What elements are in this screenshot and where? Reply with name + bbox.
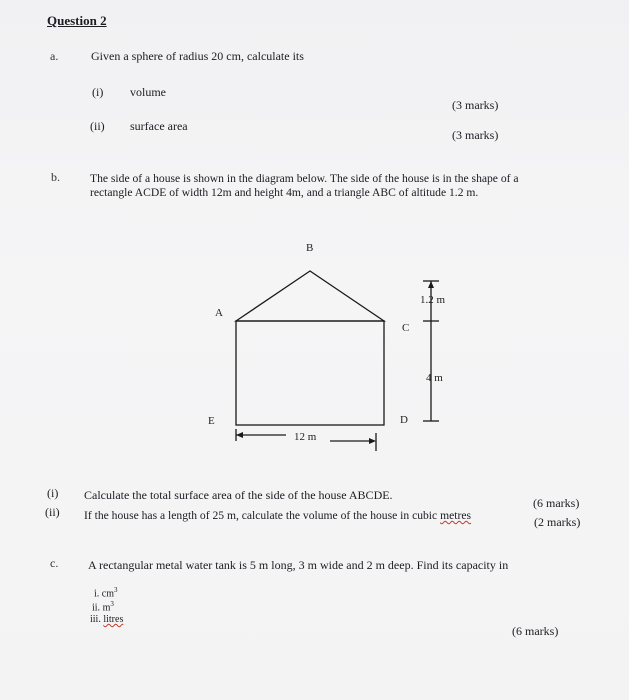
part-c-item-1-num: i. <box>94 588 100 600</box>
part-c-item-2 <box>92 600 114 613</box>
house-roof-triangle <box>236 271 384 321</box>
part-a-item-2-marks: (3 marks) <box>452 128 499 142</box>
part-a-item-1-text: volume <box>130 85 166 99</box>
part-c-item-2-sup: 3 <box>110 600 114 608</box>
part-c-item-3-unit: litres <box>103 614 124 625</box>
vertex-a-label: A <box>215 307 223 319</box>
part-b-q2-num: (ii) <box>45 505 60 519</box>
house-diagram <box>190 225 480 460</box>
part-b-q1-text: Calculate the total surface area of the side of the house ABCDE. <box>84 488 393 502</box>
part-b-label: b. <box>51 170 60 184</box>
house-rectangle <box>236 321 384 425</box>
vertex-e-label: E <box>208 415 215 427</box>
part-c-item-1-sup: 3 <box>114 586 118 594</box>
width-label: 12 m <box>294 431 317 443</box>
part-c-item-2-num: ii. <box>92 602 101 614</box>
part-b-line-1: The side of a house is shown in the diagram below. The side of the house is in the shape of a <box>90 172 519 185</box>
part-c-item-1 <box>94 586 118 599</box>
part-a-item-2-text: surface area <box>130 119 188 133</box>
part-b-q2-word-metres: metres <box>440 509 471 522</box>
part-a-text: Given a sphere of radius 20 cm, calculate its <box>91 49 304 63</box>
top-arrowhead <box>428 281 434 288</box>
part-c-label: c. <box>50 556 59 570</box>
part-a-item-1-num: (i) <box>92 85 104 99</box>
part-b-q1-num: (i) <box>47 486 59 500</box>
part-b-line-2: rectangle ACDE of width 12m and height 4m, and a triangle ABC of altitude 1.2 m. <box>90 186 479 199</box>
part-b-q2-marks: (2 marks) <box>534 515 581 529</box>
vertex-c-label: C <box>402 322 410 334</box>
part-c-marks: (6 marks) <box>512 624 559 638</box>
height-label: 4 m <box>426 372 443 384</box>
part-a-label: a. <box>50 49 59 63</box>
left-arrowhead <box>236 432 243 438</box>
right-arrowhead <box>369 438 376 444</box>
part-a-item-1-marks: (3 marks) <box>452 98 499 112</box>
question-title: Question 2 <box>47 13 107 28</box>
vertex-d-label: D <box>400 414 408 426</box>
altitude-label: 1.2 m <box>420 294 446 306</box>
part-c-item-3 <box>90 614 123 625</box>
part-c-item-3-num: iii. <box>90 614 101 625</box>
part-b-q2-text-main: If the house has a length of 25 m, calculate the volume of the house in cubic <box>84 509 441 522</box>
part-a-item-2-num: (ii) <box>90 119 105 133</box>
part-c-text: A rectangular metal water tank is 5 m long, 3 m wide and 2 m deep. Find its capacity in <box>88 558 509 572</box>
part-c-item-2-unit: m <box>102 602 111 614</box>
part-b-q1-marks: (6 marks) <box>533 496 580 510</box>
vertex-b-label: B <box>306 242 314 254</box>
part-b-q2-text <box>84 509 471 522</box>
part-c-item-1-unit: cm <box>101 588 114 600</box>
